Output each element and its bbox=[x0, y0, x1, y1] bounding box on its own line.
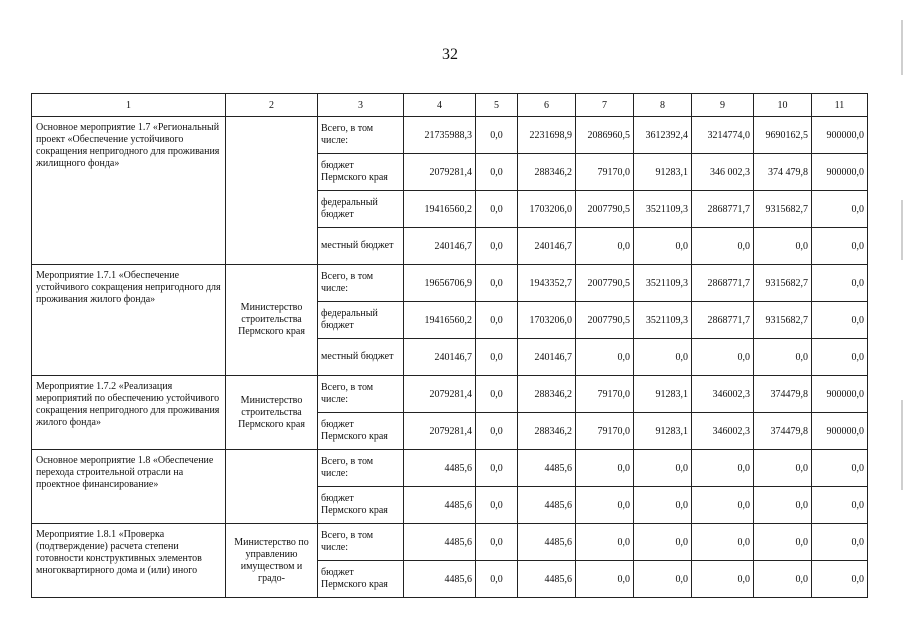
amount-cell-col-7: 0,0 bbox=[576, 561, 634, 598]
funding-source-cell: федеральный бюджет bbox=[318, 302, 404, 339]
budget-table bbox=[31, 93, 868, 598]
amount-cell-col-7: 2007790,5 bbox=[576, 265, 634, 302]
amount-cell-col-8: 91283,1 bbox=[634, 376, 692, 413]
funding-source-cell: местный бюджет bbox=[318, 339, 404, 376]
amount-cell-col-6: 4485,6 bbox=[518, 450, 576, 487]
activity-cell: Мероприятие 1.8.1 «Проверка (подтверждение) расчета степени готовности конструктивных элементов многоквартирного дома и (или) иного bbox=[32, 524, 226, 598]
column-header-1: 1 bbox=[32, 94, 226, 117]
column-header-11: 11 bbox=[812, 94, 868, 117]
amount-cell-col-9: 0,0 bbox=[692, 487, 754, 524]
amount-cell-col-5: 0,0 bbox=[476, 228, 518, 265]
amount-cell-col-7: 79170,0 bbox=[576, 154, 634, 191]
amount-cell-col-8: 0,0 bbox=[634, 487, 692, 524]
amount-cell-col-9: 346 002,3 bbox=[692, 154, 754, 191]
amount-cell-col-10: 9315682,7 bbox=[754, 191, 812, 228]
column-header-10: 10 bbox=[754, 94, 812, 117]
amount-cell-col-8: 91283,1 bbox=[634, 154, 692, 191]
amount-cell-col-10: 0,0 bbox=[754, 450, 812, 487]
amount-cell-col-10: 0,0 bbox=[754, 561, 812, 598]
amount-cell-col-4: 4485,6 bbox=[404, 524, 476, 561]
activity-cell: Основное мероприятие 1.7 «Региональный проект «Обеспечение устойчивого сокращения непригодного для проживания жилищного фонда» bbox=[32, 117, 226, 265]
amount-cell-col-7: 79170,0 bbox=[576, 413, 634, 450]
amount-cell-col-5: 0,0 bbox=[476, 339, 518, 376]
amount-cell-col-4: 4485,6 bbox=[404, 561, 476, 598]
amount-cell-col-4: 2079281,4 bbox=[404, 154, 476, 191]
amount-cell-col-7: 0,0 bbox=[576, 524, 634, 561]
amount-cell-col-11: 0,0 bbox=[812, 487, 868, 524]
amount-cell-col-11: 0,0 bbox=[812, 339, 868, 376]
amount-cell-col-10: 374 479,8 bbox=[754, 154, 812, 191]
amount-cell-col-6: 1943352,7 bbox=[518, 265, 576, 302]
amount-cell-col-11: 900000,0 bbox=[812, 376, 868, 413]
funding-source-cell: Всего, в том числе: bbox=[318, 117, 404, 154]
amount-cell-col-4: 19416560,2 bbox=[404, 302, 476, 339]
activity-cell: Мероприятие 1.7.1 «Обеспечение устойчивого сокращения непригодного для проживания жилого фонда» bbox=[32, 265, 226, 376]
amount-cell-col-6: 288346,2 bbox=[518, 376, 576, 413]
amount-cell-col-9: 0,0 bbox=[692, 228, 754, 265]
amount-cell-col-4: 19656706,9 bbox=[404, 265, 476, 302]
scan-edge-mark bbox=[901, 400, 903, 490]
amount-cell-col-5: 0,0 bbox=[476, 561, 518, 598]
amount-cell-col-7: 0,0 bbox=[576, 450, 634, 487]
amount-cell-col-9: 2868771,7 bbox=[692, 302, 754, 339]
table-row bbox=[32, 117, 868, 154]
column-header-7: 7 bbox=[576, 94, 634, 117]
amount-cell-col-5: 0,0 bbox=[476, 413, 518, 450]
column-header-3: 3 bbox=[318, 94, 404, 117]
amount-cell-col-11: 0,0 bbox=[812, 450, 868, 487]
table-row bbox=[32, 265, 868, 302]
amount-cell-col-9: 0,0 bbox=[692, 339, 754, 376]
amount-cell-col-8: 3521109,3 bbox=[634, 191, 692, 228]
amount-cell-col-9: 346002,3 bbox=[692, 376, 754, 413]
amount-cell-col-11: 900000,0 bbox=[812, 117, 868, 154]
amount-cell-col-8: 0,0 bbox=[634, 339, 692, 376]
amount-cell-col-6: 4485,6 bbox=[518, 561, 576, 598]
amount-cell-col-9: 0,0 bbox=[692, 450, 754, 487]
amount-cell-col-10: 0,0 bbox=[754, 339, 812, 376]
amount-cell-col-10: 9690162,5 bbox=[754, 117, 812, 154]
agency-cell bbox=[226, 117, 318, 265]
amount-cell-col-8: 0,0 bbox=[634, 561, 692, 598]
scan-edge-mark bbox=[901, 200, 903, 260]
amount-cell-col-8: 91283,1 bbox=[634, 413, 692, 450]
amount-cell-col-8: 3521109,3 bbox=[634, 265, 692, 302]
amount-cell-col-6: 1703206,0 bbox=[518, 302, 576, 339]
amount-cell-col-4: 2079281,4 bbox=[404, 413, 476, 450]
amount-cell-col-6: 240146,7 bbox=[518, 228, 576, 265]
amount-cell-col-11: 0,0 bbox=[812, 265, 868, 302]
amount-cell-col-11: 0,0 bbox=[812, 302, 868, 339]
amount-cell-col-10: 374479,8 bbox=[754, 376, 812, 413]
amount-cell-col-8: 3521109,3 bbox=[634, 302, 692, 339]
amount-cell-col-4: 240146,7 bbox=[404, 228, 476, 265]
header-row bbox=[32, 94, 868, 117]
amount-cell-col-7: 2007790,5 bbox=[576, 191, 634, 228]
amount-cell-col-11: 0,0 bbox=[812, 561, 868, 598]
amount-cell-col-9: 0,0 bbox=[692, 561, 754, 598]
amount-cell-col-5: 0,0 bbox=[476, 154, 518, 191]
amount-cell-col-11: 0,0 bbox=[812, 524, 868, 561]
amount-cell-col-5: 0,0 bbox=[476, 487, 518, 524]
table-header bbox=[32, 94, 868, 117]
funding-source-cell: местный бюджет bbox=[318, 228, 404, 265]
amount-cell-col-6: 1703206,0 bbox=[518, 191, 576, 228]
amount-cell-col-7: 0,0 bbox=[576, 228, 634, 265]
amount-cell-col-6: 240146,7 bbox=[518, 339, 576, 376]
amount-cell-col-5: 0,0 bbox=[476, 302, 518, 339]
amount-cell-col-11: 900000,0 bbox=[812, 154, 868, 191]
amount-cell-col-4: 19416560,2 bbox=[404, 191, 476, 228]
scan-edge-mark bbox=[901, 20, 903, 75]
table-row bbox=[32, 376, 868, 413]
amount-cell-col-11: 900000,0 bbox=[812, 413, 868, 450]
funding-source-cell: Всего, в том числе: bbox=[318, 265, 404, 302]
amount-cell-col-5: 0,0 bbox=[476, 117, 518, 154]
column-header-9: 9 bbox=[692, 94, 754, 117]
amount-cell-col-5: 0,0 bbox=[476, 524, 518, 561]
amount-cell-col-10: 0,0 bbox=[754, 487, 812, 524]
amount-cell-col-8: 0,0 bbox=[634, 450, 692, 487]
amount-cell-col-7: 79170,0 bbox=[576, 376, 634, 413]
table-row bbox=[32, 450, 868, 487]
amount-cell-col-7: 2086960,5 bbox=[576, 117, 634, 154]
agency-cell: Министерство по управлению имуществом и градо- bbox=[226, 524, 318, 598]
amount-cell-col-10: 374479,8 bbox=[754, 413, 812, 450]
page-number: 32 bbox=[442, 46, 458, 63]
amount-cell-col-4: 2079281,4 bbox=[404, 376, 476, 413]
amount-cell-col-9: 2868771,7 bbox=[692, 265, 754, 302]
amount-cell-col-5: 0,0 bbox=[476, 191, 518, 228]
column-header-2: 2 bbox=[226, 94, 318, 117]
amount-cell-col-4: 4485,6 bbox=[404, 450, 476, 487]
funding-source-cell: федеральный бюджет bbox=[318, 191, 404, 228]
amount-cell-col-11: 0,0 bbox=[812, 191, 868, 228]
amount-cell-col-9: 2868771,7 bbox=[692, 191, 754, 228]
amount-cell-col-8: 3612392,4 bbox=[634, 117, 692, 154]
amount-cell-col-9: 0,0 bbox=[692, 524, 754, 561]
agency-cell: Министерство строительства Пермского края bbox=[226, 376, 318, 450]
amount-cell-col-8: 0,0 bbox=[634, 524, 692, 561]
amount-cell-col-10: 0,0 bbox=[754, 228, 812, 265]
table-row bbox=[32, 524, 868, 561]
agency-cell bbox=[226, 450, 318, 524]
amount-cell-col-5: 0,0 bbox=[476, 376, 518, 413]
agency-cell: Министерство строительства Пермского края bbox=[226, 265, 318, 376]
amount-cell-col-6: 2231698,9 bbox=[518, 117, 576, 154]
activity-cell: Мероприятие 1.7.2 «Реализация мероприятий по обеспечению устойчивого сокращения непригодного для проживания жилого фонда» bbox=[32, 376, 226, 450]
amount-cell-col-6: 288346,2 bbox=[518, 413, 576, 450]
column-header-4: 4 bbox=[404, 94, 476, 117]
table-body bbox=[32, 117, 868, 598]
funding-source-cell: Всего, в том числе: bbox=[318, 524, 404, 561]
activity-cell: Основное мероприятие 1.8 «Обеспечение перехода строительной отрасли на проектное финансирование» bbox=[32, 450, 226, 524]
amount-cell-col-7: 0,0 bbox=[576, 487, 634, 524]
amount-cell-col-4: 4485,6 bbox=[404, 487, 476, 524]
amount-cell-col-4: 240146,7 bbox=[404, 339, 476, 376]
amount-cell-col-7: 2007790,5 bbox=[576, 302, 634, 339]
amount-cell-col-7: 0,0 bbox=[576, 339, 634, 376]
column-header-8: 8 bbox=[634, 94, 692, 117]
funding-source-cell: бюджет Пермского края bbox=[318, 561, 404, 598]
amount-cell-col-8: 0,0 bbox=[634, 228, 692, 265]
funding-source-cell: бюджет Пермского края bbox=[318, 487, 404, 524]
funding-source-cell: бюджет Пермского края bbox=[318, 413, 404, 450]
amount-cell-col-9: 346002,3 bbox=[692, 413, 754, 450]
amount-cell-col-5: 0,0 bbox=[476, 450, 518, 487]
amount-cell-col-11: 0,0 bbox=[812, 228, 868, 265]
amount-cell-col-10: 0,0 bbox=[754, 524, 812, 561]
amount-cell-col-6: 4485,6 bbox=[518, 524, 576, 561]
amount-cell-col-10: 9315682,7 bbox=[754, 302, 812, 339]
amount-cell-col-10: 9315682,7 bbox=[754, 265, 812, 302]
funding-source-cell: Всего, в том числе: bbox=[318, 376, 404, 413]
funding-source-cell: бюджет Пермского края bbox=[318, 154, 404, 191]
column-header-6: 6 bbox=[518, 94, 576, 117]
funding-source-cell: Всего, в том числе: bbox=[318, 450, 404, 487]
amount-cell-col-5: 0,0 bbox=[476, 265, 518, 302]
amount-cell-col-9: 3214774,0 bbox=[692, 117, 754, 154]
amount-cell-col-6: 4485,6 bbox=[518, 487, 576, 524]
amount-cell-col-4: 21735988,3 bbox=[404, 117, 476, 154]
column-header-5: 5 bbox=[476, 94, 518, 117]
amount-cell-col-6: 288346,2 bbox=[518, 154, 576, 191]
